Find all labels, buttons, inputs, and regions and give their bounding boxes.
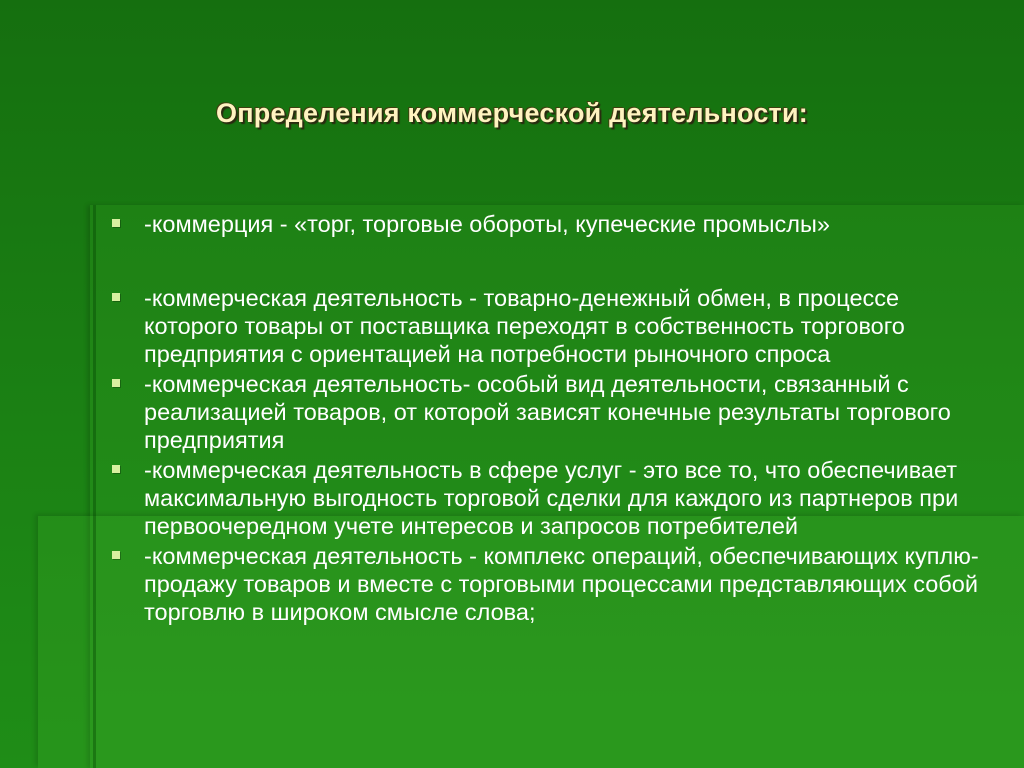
- square-bullet-icon: [112, 551, 120, 559]
- bullet-list: [108, 210, 988, 626]
- panel-divider: [93, 205, 96, 768]
- bullet-text: -коммерческая деятельность- особый вид деятельности, связанный с реализацией товаров, от которой зависят конечные результаты торгового предприятия: [144, 371, 951, 453]
- bullet-item: [108, 542, 988, 626]
- bullet-item: [108, 456, 988, 540]
- bullet-item: [108, 370, 988, 454]
- square-bullet-icon: [112, 465, 120, 473]
- bullet-text: -коммерческая деятельность - комплекс операций, обеспечивающих куплю-продажу товаров и вместе с торговыми процессами представляющих собой торговлю в широком смысле слова;: [144, 543, 979, 625]
- square-bullet-icon: [112, 379, 120, 387]
- square-bullet-icon: [112, 219, 120, 227]
- square-bullet-icon: [112, 293, 120, 301]
- bullet-item: [108, 210, 988, 238]
- bullet-text: -коммерческая деятельность - товарно-денежный обмен, в процессе которого товары от поставщика переходят в собственность торгового предприятия с ориентацией на потребности рыночного спроса: [144, 285, 905, 367]
- bullet-text: -коммерция - «торг, торговые обороты, купеческие промыслы»: [144, 211, 830, 237]
- slide-title: Определения коммерческой деятельности:: [216, 98, 808, 128]
- bullet-item: [108, 284, 988, 368]
- bullet-text: -коммерческая деятельность в сфере услуг - это все то, что обеспечивает максимальную выгодность торговой сделки для каждого из партнеров при первоочередном учете интересов и запросов потребителей: [144, 457, 959, 539]
